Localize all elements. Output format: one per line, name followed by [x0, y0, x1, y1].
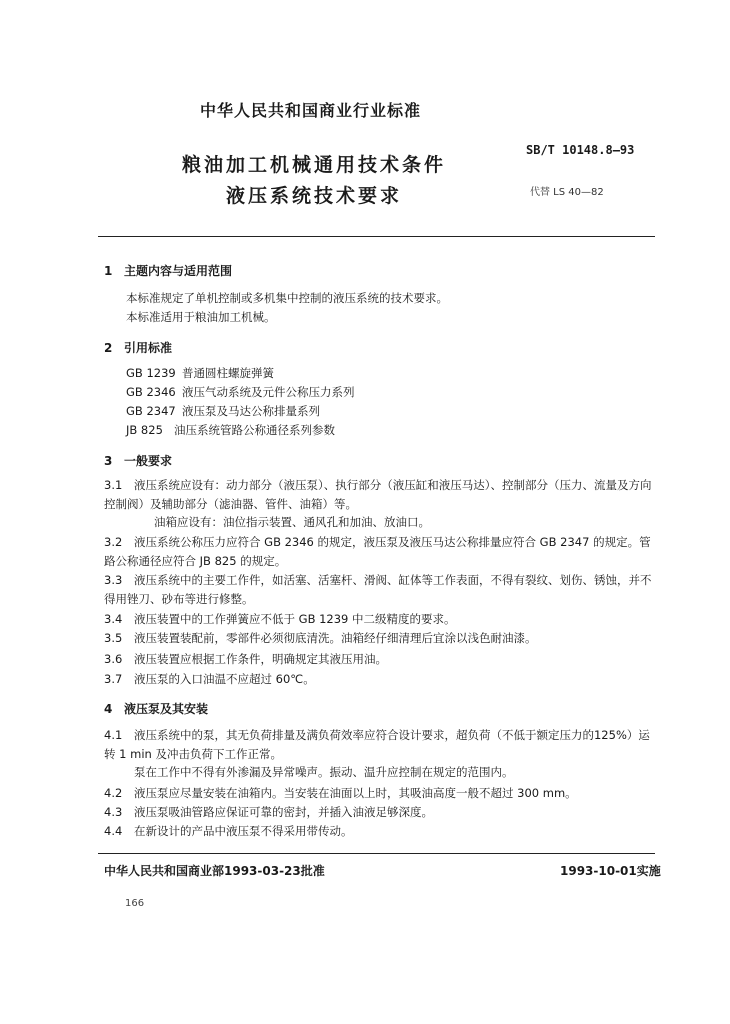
clause-4-4: 4.4 在新设计的产品中液压泵不得采用带传动。: [104, 824, 353, 838]
reference-item: GB 2347 液压泵及马达公称排量系列: [126, 404, 320, 418]
standard-number: SB/T 10148.8—93: [526, 143, 635, 157]
clause-3-2: 3.2 液压系统公称压力应符合 GB 2346 的规定，液压泵及液压马达公称排量应符合 GB 2347 的规定。管路公称通径应符合 JB 825 的规定。: [104, 535, 651, 568]
implementation-date: 1993-10-01实施: [560, 864, 661, 878]
section-title: 引用标准: [124, 341, 173, 355]
footer-divider: [98, 853, 655, 854]
document-title: 粮油加工机械通用技术条件: [182, 154, 447, 176]
clause-3-3: 3.3 液压系统中的主要工作件，如活塞、活塞杆、滑阀、缸体等工作表面，不得有裂纹、划伤、锈蚀，并不得用锉刀、砂布等进行修整。: [104, 573, 652, 606]
approval-line: 中华人民共和国商业部1993-03-23批准: [104, 864, 325, 878]
clause-3-7: 3.7 液压泵的入口油温不应超过 60℃。: [104, 672, 315, 686]
section-title: 液压泵及其安装: [124, 702, 209, 716]
page-number: 166: [125, 898, 145, 909]
replaces-standard: 代替 LS 40—82: [530, 187, 604, 198]
section-2-heading: [104, 339, 172, 356]
reference-item: GB 2346 液压气动系统及元件公称压力系列: [126, 385, 355, 399]
header-divider: [98, 236, 655, 237]
section-title: 一般要求: [124, 454, 173, 468]
section-number: 2: [104, 341, 113, 355]
section-3-heading: [104, 452, 172, 469]
paragraph: 本标准适用于粮油加工机械。: [126, 310, 276, 324]
clause-3-6: 3.6 液压装置应根据工作条件，明确规定其液压用油。: [104, 652, 387, 666]
reference-item: JB 825 油压系统管路公称通径系列参数: [126, 423, 335, 437]
reference-item: GB 1239 普通圆柱螺旋弹簧: [126, 366, 274, 380]
clause-4-1: 4.1 液压系统中的泵，其无负荷排量及满负荷效率应符合设计要求，超负荷（不低于额定压力的125%）运转 1 min 及冲击负荷下工作正常。 泵在工作中不得有外渗漏及异常噪声。振动、温升应控制在规定的范围内。: [104, 728, 650, 779]
section-number: 4: [104, 702, 113, 716]
section-title: 主题内容与适用范围: [124, 264, 233, 278]
clause-4-2: 4.2 液压泵应尽量安装在油箱内。当安装在油面以上时，其吸油高度一般不超过 300 mm。: [104, 786, 577, 800]
section-number: 1: [104, 264, 113, 278]
clause-3-5: 3.5 液压装置装配前，零部件必须彻底清洗。油箱经仔细清理后宜涂以浅色耐油漆。: [104, 631, 537, 645]
section-number: 3: [104, 454, 113, 468]
section-4-heading: [104, 700, 208, 717]
paragraph: 本标准规定了单机控制或多机集中控制的液压系统的技术要求。: [126, 291, 448, 305]
clause-3-1: 3.1 液压系统应设有：动力部分（液压泵）、执行部分（液压缸和液压马达）、控制部分（压力、流量及方向控制阀）及辅助部分（滤油器、管件、油箱）等。 油箱应设有：油位指示装置、通风孔和加油、放油口。: [104, 478, 652, 529]
issuing-organization: 中华人民共和国商业行业标准: [200, 101, 422, 120]
section-1-heading: [104, 262, 232, 279]
clause-4-3: 4.3 液压泵吸油管路应保证可靠的密封，并插入油液足够深度。: [104, 805, 433, 819]
clause-3-4: 3.4 液压装置中的工作弹簧应不低于 GB 1239 中二级精度的要求。: [104, 612, 456, 626]
document-subtitle: 液压系统技术要求: [226, 185, 403, 207]
